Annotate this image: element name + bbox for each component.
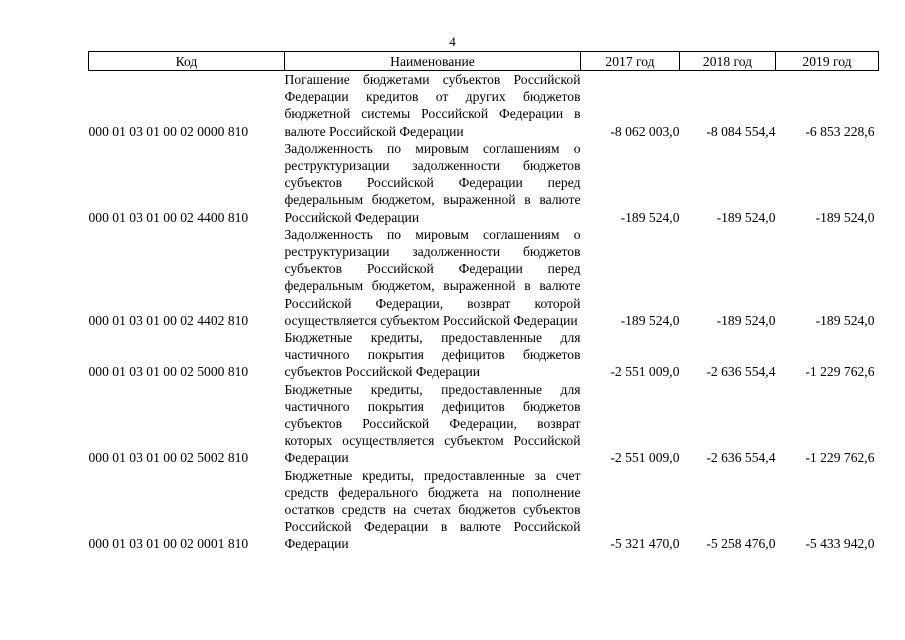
table-row	[89, 467, 879, 553]
row-value-2018: -2 636 554,4	[706, 450, 776, 466]
row-name: Задолженность по мировым соглашениям о реструктуризации задолженности бюджетов субъектов Российской Федерации перед федеральным бюджетом, выраженной в валюте Российской Федерации, возврат которой осуществляется субъектом Российской Федерации	[284, 226, 581, 328]
row-name: Бюджетные кредиты, предоставленные за счет средств федерального бюджета на пополнение остатков средств на счетах бюджетов субъектов Российской Федерации в валюте Российской Федерации	[284, 467, 581, 552]
row-value-2018: -189 524,0	[716, 209, 776, 225]
header-2017: 2017 год	[581, 52, 680, 71]
row-name: Бюджетные кредиты, предоставленные для частичного покрытия дефицитов бюджетов субъектов Российской Федерации, возврат которых осуществляется субъектом Российской Федерации	[284, 381, 581, 466]
row-code: 000 01 03 01 00 02 5000 810	[88, 364, 249, 380]
row-value-2017: -8 062 003,0	[610, 123, 680, 139]
header-row	[89, 52, 879, 71]
row-name: Задолженность по мировым соглашениям о реструктуризации задолженности бюджетов субъектов Российской Федерации перед федеральным бюджетом, выраженной в валюте Российской Федерации	[284, 140, 581, 225]
row-value-2019: -189 524,0	[815, 209, 875, 225]
table-row	[89, 71, 879, 140]
row-value-2017: -2 551 009,0	[610, 364, 680, 380]
table-row	[89, 226, 879, 329]
table-header	[89, 52, 879, 71]
row-value-2019: -6 853 228,6	[805, 123, 875, 139]
row-value-2018: -2 636 554,4	[706, 364, 776, 380]
row-value-2018: -189 524,0	[716, 312, 776, 328]
row-name: Погашение бюджетами субъектов Российской Федерации кредитов от других бюджетов бюджетной системы Российской Федерации в валюте Российской Федерации	[284, 72, 581, 139]
row-value-2017: -2 551 009,0	[610, 450, 680, 466]
row-code: 000 01 03 01 00 02 4402 810	[88, 312, 249, 328]
table-row	[89, 329, 879, 381]
header-2018: 2018 год	[680, 52, 776, 71]
row-value-2019: -189 524,0	[815, 312, 875, 328]
table-body	[89, 71, 879, 553]
row-value-2018: -5 258 476,0	[706, 536, 776, 552]
row-code: 000 01 03 01 00 02 5002 810	[88, 450, 249, 466]
header-code: Код	[89, 52, 285, 71]
row-value-2017: -5 321 470,0	[610, 536, 680, 552]
page-number: 4	[449, 34, 456, 49]
row-value-2019: -1 229 762,6	[805, 364, 875, 380]
row-value-2017: -189 524,0	[620, 312, 680, 328]
row-code: 000 01 03 01 00 02 4400 810	[88, 209, 249, 225]
budget-table	[88, 51, 879, 553]
row-code: 000 01 03 01 00 02 0000 810	[88, 123, 249, 139]
row-name: Бюджетные кредиты, предоставленные для частичного покрытия дефицитов бюджетов субъектов Российской Федерации	[284, 330, 581, 380]
row-value-2019: -1 229 762,6	[805, 450, 875, 466]
table-row	[89, 381, 879, 467]
row-value-2019: -5 433 942,0	[805, 536, 875, 552]
table-row	[89, 140, 879, 226]
header-2019: 2019 год	[776, 52, 879, 71]
row-code: 000 01 03 01 00 02 0001 810	[88, 536, 249, 552]
header-name: Наименование	[285, 52, 581, 71]
row-value-2018: -8 084 554,4	[706, 123, 776, 139]
row-value-2017: -189 524,0	[620, 209, 680, 225]
